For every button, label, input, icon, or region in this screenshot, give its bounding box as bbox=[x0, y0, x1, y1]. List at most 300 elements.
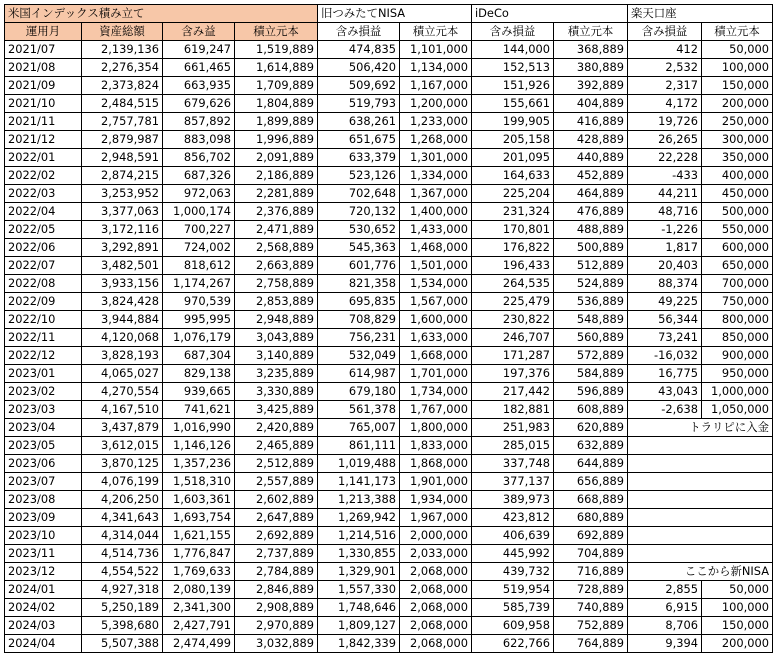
value-cell[interactable]: 389,973 bbox=[472, 491, 554, 509]
value-cell[interactable]: 700,227 bbox=[163, 221, 235, 239]
value-cell[interactable]: 2,276,354 bbox=[82, 59, 163, 77]
value-cell[interactable]: 400,000 bbox=[702, 167, 773, 185]
value-cell[interactable]: 217,442 bbox=[472, 383, 554, 401]
value-cell[interactable]: 428,889 bbox=[554, 131, 628, 149]
value-cell[interactable]: 668,889 bbox=[554, 491, 628, 509]
value-cell[interactable]: 1,557,330 bbox=[318, 581, 400, 599]
value-cell[interactable]: 708,829 bbox=[318, 311, 400, 329]
value-cell[interactable]: 4,514,736 bbox=[82, 545, 163, 563]
value-cell[interactable]: 651,675 bbox=[318, 131, 400, 149]
value-cell[interactable]: 100,000 bbox=[702, 599, 773, 617]
value-cell[interactable]: 1,693,754 bbox=[163, 509, 235, 527]
value-cell[interactable]: 4,270,554 bbox=[82, 383, 163, 401]
value-cell[interactable]: 2,281,889 bbox=[235, 185, 318, 203]
value-cell[interactable]: 2,557,889 bbox=[235, 473, 318, 491]
value-cell[interactable]: 150,000 bbox=[702, 617, 773, 635]
value-cell[interactable]: 1,076,179 bbox=[163, 329, 235, 347]
value-cell[interactable]: 550,000 bbox=[702, 221, 773, 239]
value-cell[interactable]: 1,141,173 bbox=[318, 473, 400, 491]
value-cell[interactable]: 2,000,000 bbox=[400, 527, 472, 545]
header-cell[interactable]: 積立元本 bbox=[554, 23, 628, 41]
value-cell[interactable]: 687,304 bbox=[163, 347, 235, 365]
value-cell[interactable]: 638,261 bbox=[318, 113, 400, 131]
value-cell[interactable]: 2,853,889 bbox=[235, 293, 318, 311]
value-cell[interactable]: 231,324 bbox=[472, 203, 554, 221]
value-cell[interactable]: 1,101,000 bbox=[400, 41, 472, 59]
value-cell[interactable]: 600,000 bbox=[702, 239, 773, 257]
value-cell[interactable]: 4,554,522 bbox=[82, 563, 163, 581]
value-cell[interactable]: 4,927,318 bbox=[82, 581, 163, 599]
value-cell[interactable]: 439,732 bbox=[472, 563, 554, 581]
value-cell[interactable]: 2,068,000 bbox=[400, 599, 472, 617]
value-cell[interactable]: 1,000,174 bbox=[163, 203, 235, 221]
value-cell[interactable]: 3,425,889 bbox=[235, 401, 318, 419]
value-cell[interactable]: 1,804,889 bbox=[235, 95, 318, 113]
month-cell[interactable]: 2024/02 bbox=[5, 599, 82, 617]
value-cell[interactable]: 995,995 bbox=[163, 311, 235, 329]
value-cell[interactable]: 633,379 bbox=[318, 149, 400, 167]
month-cell[interactable]: 2023/11 bbox=[5, 545, 82, 563]
value-cell[interactable]: 1,567,000 bbox=[400, 293, 472, 311]
section-us-index[interactable]: 米国インデックス積み立て bbox=[5, 5, 318, 23]
value-cell[interactable]: 950,000 bbox=[702, 365, 773, 383]
value-cell[interactable]: 170,801 bbox=[472, 221, 554, 239]
value-cell[interactable]: 230,822 bbox=[472, 311, 554, 329]
value-cell[interactable]: 818,612 bbox=[163, 257, 235, 275]
month-cell[interactable]: 2023/06 bbox=[5, 455, 82, 473]
value-cell[interactable]: 44,211 bbox=[628, 185, 702, 203]
value-cell[interactable]: 3,944,884 bbox=[82, 311, 163, 329]
value-cell[interactable]: 19,726 bbox=[628, 113, 702, 131]
value-cell[interactable]: 512,889 bbox=[554, 257, 628, 275]
value-cell[interactable]: 3,235,889 bbox=[235, 365, 318, 383]
value-cell[interactable]: 1,996,889 bbox=[235, 131, 318, 149]
value-cell[interactable]: 406,639 bbox=[472, 527, 554, 545]
header-cell[interactable]: 積立元本 bbox=[400, 23, 472, 41]
value-cell[interactable]: 856,702 bbox=[163, 149, 235, 167]
value-cell[interactable]: 663,935 bbox=[163, 77, 235, 95]
value-cell[interactable]: 199,905 bbox=[472, 113, 554, 131]
value-cell[interactable]: 200,000 bbox=[702, 635, 773, 653]
value-cell[interactable]: 2,737,889 bbox=[235, 545, 318, 563]
value-cell[interactable]: 4,076,199 bbox=[82, 473, 163, 491]
value-cell[interactable]: 2,139,136 bbox=[82, 41, 163, 59]
value-cell[interactable]: 4,172 bbox=[628, 95, 702, 113]
value-cell[interactable]: 251,983 bbox=[472, 419, 554, 437]
month-cell[interactable]: 2023/01 bbox=[5, 365, 82, 383]
value-cell[interactable]: 506,420 bbox=[318, 59, 400, 77]
value-cell[interactable]: 197,376 bbox=[472, 365, 554, 383]
header-cell[interactable]: 含み損益 bbox=[472, 23, 554, 41]
value-cell[interactable]: 1,701,000 bbox=[400, 365, 472, 383]
section-rakuten[interactable]: 楽天口座 bbox=[628, 5, 773, 23]
value-cell[interactable]: 1,357,236 bbox=[163, 455, 235, 473]
value-cell[interactable]: 548,889 bbox=[554, 311, 628, 329]
value-cell[interactable]: 561,378 bbox=[318, 401, 400, 419]
value-cell[interactable]: 50,000 bbox=[702, 41, 773, 59]
value-cell[interactable]: 1,200,000 bbox=[400, 95, 472, 113]
value-cell[interactable]: 750,000 bbox=[702, 293, 773, 311]
value-cell[interactable]: 1,519,889 bbox=[235, 41, 318, 59]
value-cell[interactable]: 2,474,499 bbox=[163, 635, 235, 653]
value-cell[interactable]: 285,015 bbox=[472, 437, 554, 455]
value-cell[interactable]: 3,482,501 bbox=[82, 257, 163, 275]
month-cell[interactable]: 2023/07 bbox=[5, 473, 82, 491]
note-torarabi[interactable]: トラリピに入金 bbox=[628, 419, 773, 437]
value-cell[interactable]: 205,158 bbox=[472, 131, 554, 149]
value-cell[interactable]: 464,889 bbox=[554, 185, 628, 203]
header-cell[interactable]: 含み益 bbox=[163, 23, 235, 41]
month-cell[interactable]: 2021/09 bbox=[5, 77, 82, 95]
value-cell[interactable]: 644,889 bbox=[554, 455, 628, 473]
month-cell[interactable]: 2022/11 bbox=[5, 329, 82, 347]
value-cell[interactable]: 661,465 bbox=[163, 59, 235, 77]
value-cell[interactable]: 1,134,000 bbox=[400, 59, 472, 77]
value-cell[interactable]: 536,889 bbox=[554, 293, 628, 311]
value-cell[interactable]: 50,000 bbox=[702, 581, 773, 599]
value-cell[interactable]: 488,889 bbox=[554, 221, 628, 239]
value-cell[interactable]: 20,403 bbox=[628, 257, 702, 275]
value-cell[interactable]: 2,465,889 bbox=[235, 437, 318, 455]
value-cell[interactable]: 4,314,044 bbox=[82, 527, 163, 545]
month-cell[interactable]: 2022/12 bbox=[5, 347, 82, 365]
value-cell[interactable]: 26,265 bbox=[628, 131, 702, 149]
month-cell[interactable]: 2023/04 bbox=[5, 419, 82, 437]
value-cell[interactable]: 2,908,889 bbox=[235, 599, 318, 617]
month-cell[interactable]: 2022/07 bbox=[5, 257, 82, 275]
value-cell[interactable]: 1,734,000 bbox=[400, 383, 472, 401]
value-cell[interactable]: 680,889 bbox=[554, 509, 628, 527]
value-cell[interactable]: 377,137 bbox=[472, 473, 554, 491]
value-cell[interactable]: 2,948,591 bbox=[82, 149, 163, 167]
month-cell[interactable]: 2022/06 bbox=[5, 239, 82, 257]
value-cell[interactable]: 545,363 bbox=[318, 239, 400, 257]
value-cell[interactable]: 250,000 bbox=[702, 113, 773, 131]
value-cell[interactable]: 1,167,000 bbox=[400, 77, 472, 95]
value-cell[interactable]: 350,000 bbox=[702, 149, 773, 167]
month-cell[interactable]: 2022/05 bbox=[5, 221, 82, 239]
value-cell[interactable]: 1,174,267 bbox=[163, 275, 235, 293]
month-cell[interactable]: 2022/09 bbox=[5, 293, 82, 311]
value-cell[interactable]: 152,513 bbox=[472, 59, 554, 77]
value-cell[interactable]: 2,317 bbox=[628, 77, 702, 95]
value-cell[interactable]: 2,068,000 bbox=[400, 635, 472, 653]
value-cell[interactable]: 939,665 bbox=[163, 383, 235, 401]
value-cell[interactable]: 2,068,000 bbox=[400, 617, 472, 635]
value-cell[interactable]: 1,213,388 bbox=[318, 491, 400, 509]
month-cell[interactable]: 2024/03 bbox=[5, 617, 82, 635]
value-cell[interactable]: 2,970,889 bbox=[235, 617, 318, 635]
value-cell[interactable]: 764,889 bbox=[554, 635, 628, 653]
value-cell[interactable]: 416,889 bbox=[554, 113, 628, 131]
month-cell[interactable]: 2022/08 bbox=[5, 275, 82, 293]
value-cell[interactable]: 3,612,015 bbox=[82, 437, 163, 455]
value-cell[interactable]: 523,126 bbox=[318, 167, 400, 185]
value-cell[interactable]: 584,889 bbox=[554, 365, 628, 383]
value-cell[interactable]: 2,568,889 bbox=[235, 239, 318, 257]
value-cell[interactable]: 821,358 bbox=[318, 275, 400, 293]
month-cell[interactable]: 2024/04 bbox=[5, 635, 82, 653]
value-cell[interactable]: 2,033,000 bbox=[400, 545, 472, 563]
value-cell[interactable]: 632,889 bbox=[554, 437, 628, 455]
month-cell[interactable]: 2022/10 bbox=[5, 311, 82, 329]
value-cell[interactable]: 1,214,516 bbox=[318, 527, 400, 545]
value-cell[interactable]: 972,063 bbox=[163, 185, 235, 203]
value-cell[interactable]: 155,661 bbox=[472, 95, 554, 113]
value-cell[interactable]: 225,204 bbox=[472, 185, 554, 203]
month-cell[interactable]: 2023/10 bbox=[5, 527, 82, 545]
value-cell[interactable]: 3,292,891 bbox=[82, 239, 163, 257]
header-cell[interactable]: 含み損益 bbox=[318, 23, 400, 41]
value-cell[interactable]: 1,301,000 bbox=[400, 149, 472, 167]
value-cell[interactable]: 532,049 bbox=[318, 347, 400, 365]
value-cell[interactable]: 5,398,680 bbox=[82, 617, 163, 635]
value-cell[interactable]: 800,000 bbox=[702, 311, 773, 329]
value-cell[interactable]: 1,899,889 bbox=[235, 113, 318, 131]
value-cell[interactable]: 392,889 bbox=[554, 77, 628, 95]
value-cell[interactable]: 585,739 bbox=[472, 599, 554, 617]
value-cell[interactable]: 716,889 bbox=[554, 563, 628, 581]
value-cell[interactable]: 1,269,942 bbox=[318, 509, 400, 527]
value-cell[interactable]: 524,889 bbox=[554, 275, 628, 293]
value-cell[interactable]: 2,512,889 bbox=[235, 455, 318, 473]
value-cell[interactable]: 1,233,000 bbox=[400, 113, 472, 131]
value-cell[interactable]: 182,881 bbox=[472, 401, 554, 419]
value-cell[interactable]: 196,433 bbox=[472, 257, 554, 275]
month-cell[interactable]: 2021/12 bbox=[5, 131, 82, 149]
value-cell[interactable]: 1,016,990 bbox=[163, 419, 235, 437]
empty-cell[interactable] bbox=[628, 527, 773, 545]
value-cell[interactable]: 1,600,000 bbox=[400, 311, 472, 329]
empty-cell[interactable] bbox=[628, 509, 773, 527]
value-cell[interactable]: 3,828,193 bbox=[82, 347, 163, 365]
value-cell[interactable]: 740,889 bbox=[554, 599, 628, 617]
value-cell[interactable]: 1,146,126 bbox=[163, 437, 235, 455]
value-cell[interactable]: 2,647,889 bbox=[235, 509, 318, 527]
value-cell[interactable]: 1,767,000 bbox=[400, 401, 472, 419]
value-cell[interactable]: 164,633 bbox=[472, 167, 554, 185]
value-cell[interactable]: 5,507,388 bbox=[82, 635, 163, 653]
value-cell[interactable]: 2,186,889 bbox=[235, 167, 318, 185]
value-cell[interactable]: 900,000 bbox=[702, 347, 773, 365]
value-cell[interactable]: 474,835 bbox=[318, 41, 400, 59]
value-cell[interactable]: 2,879,987 bbox=[82, 131, 163, 149]
value-cell[interactable]: 1,518,310 bbox=[163, 473, 235, 491]
value-cell[interactable]: 3,437,879 bbox=[82, 419, 163, 437]
value-cell[interactable]: 572,889 bbox=[554, 347, 628, 365]
value-cell[interactable]: 1,748,646 bbox=[318, 599, 400, 617]
value-cell[interactable]: 100,000 bbox=[702, 59, 773, 77]
value-cell[interactable]: 2,427,791 bbox=[163, 617, 235, 635]
month-cell[interactable]: 2021/08 bbox=[5, 59, 82, 77]
value-cell[interactable]: 200,000 bbox=[702, 95, 773, 113]
value-cell[interactable]: 724,002 bbox=[163, 239, 235, 257]
value-cell[interactable]: 1,367,000 bbox=[400, 185, 472, 203]
value-cell[interactable]: 1,501,000 bbox=[400, 257, 472, 275]
value-cell[interactable]: -1,226 bbox=[628, 221, 702, 239]
value-cell[interactable]: 3,032,889 bbox=[235, 635, 318, 653]
header-cell[interactable]: 運用月 bbox=[5, 23, 82, 41]
value-cell[interactable]: 337,748 bbox=[472, 455, 554, 473]
empty-cell[interactable] bbox=[628, 473, 773, 491]
value-cell[interactable]: 1,330,855 bbox=[318, 545, 400, 563]
value-cell[interactable]: 445,992 bbox=[472, 545, 554, 563]
value-cell[interactable]: 1,000,000 bbox=[702, 383, 773, 401]
value-cell[interactable]: 2,091,889 bbox=[235, 149, 318, 167]
value-cell[interactable]: 620,889 bbox=[554, 419, 628, 437]
value-cell[interactable]: 3,377,063 bbox=[82, 203, 163, 221]
value-cell[interactable]: 560,889 bbox=[554, 329, 628, 347]
value-cell[interactable]: 88,374 bbox=[628, 275, 702, 293]
value-cell[interactable]: 450,000 bbox=[702, 185, 773, 203]
value-cell[interactable]: 1,868,000 bbox=[400, 455, 472, 473]
value-cell[interactable]: 16,775 bbox=[628, 365, 702, 383]
value-cell[interactable]: 679,180 bbox=[318, 383, 400, 401]
value-cell[interactable]: 728,889 bbox=[554, 581, 628, 599]
month-cell[interactable]: 2022/04 bbox=[5, 203, 82, 221]
value-cell[interactable]: 1,329,901 bbox=[318, 563, 400, 581]
value-cell[interactable]: 883,098 bbox=[163, 131, 235, 149]
value-cell[interactable]: 2,471,889 bbox=[235, 221, 318, 239]
empty-cell[interactable] bbox=[628, 437, 773, 455]
value-cell[interactable]: 404,889 bbox=[554, 95, 628, 113]
value-cell[interactable]: 3,140,889 bbox=[235, 347, 318, 365]
value-cell[interactable]: 49,225 bbox=[628, 293, 702, 311]
value-cell[interactable]: 1,842,339 bbox=[318, 635, 400, 653]
value-cell[interactable]: 150,000 bbox=[702, 77, 773, 95]
value-cell[interactable]: 144,000 bbox=[472, 41, 554, 59]
value-cell[interactable]: 687,326 bbox=[163, 167, 235, 185]
value-cell[interactable]: 300,000 bbox=[702, 131, 773, 149]
value-cell[interactable]: 829,138 bbox=[163, 365, 235, 383]
value-cell[interactable]: 201,095 bbox=[472, 149, 554, 167]
value-cell[interactable]: 1,334,000 bbox=[400, 167, 472, 185]
value-cell[interactable]: 500,889 bbox=[554, 239, 628, 257]
month-cell[interactable]: 2022/01 bbox=[5, 149, 82, 167]
value-cell[interactable]: 702,648 bbox=[318, 185, 400, 203]
value-cell[interactable]: 1,614,889 bbox=[235, 59, 318, 77]
header-cell[interactable]: 含み損益 bbox=[628, 23, 702, 41]
value-cell[interactable]: 368,889 bbox=[554, 41, 628, 59]
value-cell[interactable]: 720,132 bbox=[318, 203, 400, 221]
section-ideco[interactable]: iDeCo bbox=[472, 5, 628, 23]
value-cell[interactable]: 850,000 bbox=[702, 329, 773, 347]
month-cell[interactable]: 2021/10 bbox=[5, 95, 82, 113]
value-cell[interactable]: 509,692 bbox=[318, 77, 400, 95]
value-cell[interactable]: 2,080,139 bbox=[163, 581, 235, 599]
value-cell[interactable]: 1,709,889 bbox=[235, 77, 318, 95]
value-cell[interactable]: 440,889 bbox=[554, 149, 628, 167]
value-cell[interactable]: 2,663,889 bbox=[235, 257, 318, 275]
value-cell[interactable]: 3,172,116 bbox=[82, 221, 163, 239]
value-cell[interactable]: 2,068,000 bbox=[400, 581, 472, 599]
value-cell[interactable]: 1,621,155 bbox=[163, 527, 235, 545]
value-cell[interactable]: 970,539 bbox=[163, 293, 235, 311]
value-cell[interactable]: 2,855 bbox=[628, 581, 702, 599]
value-cell[interactable]: 656,889 bbox=[554, 473, 628, 491]
value-cell[interactable]: 2,376,889 bbox=[235, 203, 318, 221]
value-cell[interactable]: 3,330,889 bbox=[235, 383, 318, 401]
value-cell[interactable]: 1,400,000 bbox=[400, 203, 472, 221]
value-cell[interactable]: 423,812 bbox=[472, 509, 554, 527]
header-cell[interactable]: 資産総額 bbox=[82, 23, 163, 41]
value-cell[interactable]: 752,889 bbox=[554, 617, 628, 635]
value-cell[interactable]: 452,889 bbox=[554, 167, 628, 185]
value-cell[interactable]: 246,707 bbox=[472, 329, 554, 347]
value-cell[interactable]: 1,433,000 bbox=[400, 221, 472, 239]
value-cell[interactable]: 476,889 bbox=[554, 203, 628, 221]
section-old-nisa[interactable]: 旧つみたてNISA bbox=[318, 5, 472, 23]
value-cell[interactable]: 3,933,156 bbox=[82, 275, 163, 293]
value-cell[interactable]: 1,019,488 bbox=[318, 455, 400, 473]
value-cell[interactable]: 695,835 bbox=[318, 293, 400, 311]
value-cell[interactable]: 1,817 bbox=[628, 239, 702, 257]
value-cell[interactable]: 596,889 bbox=[554, 383, 628, 401]
value-cell[interactable]: 692,889 bbox=[554, 527, 628, 545]
value-cell[interactable]: 2,948,889 bbox=[235, 311, 318, 329]
month-cell[interactable]: 2023/09 bbox=[5, 509, 82, 527]
value-cell[interactable]: -16,032 bbox=[628, 347, 702, 365]
value-cell[interactable]: 1,809,127 bbox=[318, 617, 400, 635]
value-cell[interactable]: 1,800,000 bbox=[400, 419, 472, 437]
month-cell[interactable]: 2023/08 bbox=[5, 491, 82, 509]
value-cell[interactable]: 601,776 bbox=[318, 257, 400, 275]
value-cell[interactable]: 614,987 bbox=[318, 365, 400, 383]
month-cell[interactable]: 2023/12 bbox=[5, 563, 82, 581]
month-cell[interactable]: 2024/01 bbox=[5, 581, 82, 599]
month-cell[interactable]: 2022/02 bbox=[5, 167, 82, 185]
value-cell[interactable]: 73,241 bbox=[628, 329, 702, 347]
value-cell[interactable]: 6,915 bbox=[628, 599, 702, 617]
value-cell[interactable]: 2,373,824 bbox=[82, 77, 163, 95]
value-cell[interactable]: 8,706 bbox=[628, 617, 702, 635]
month-cell[interactable]: 2021/07 bbox=[5, 41, 82, 59]
value-cell[interactable]: 500,000 bbox=[702, 203, 773, 221]
value-cell[interactable]: 679,626 bbox=[163, 95, 235, 113]
value-cell[interactable]: 3,253,952 bbox=[82, 185, 163, 203]
value-cell[interactable]: 151,926 bbox=[472, 77, 554, 95]
value-cell[interactable]: 1,776,847 bbox=[163, 545, 235, 563]
value-cell[interactable]: 4,065,027 bbox=[82, 365, 163, 383]
value-cell[interactable]: 2,757,781 bbox=[82, 113, 163, 131]
value-cell[interactable]: 176,822 bbox=[472, 239, 554, 257]
value-cell[interactable]: 1,833,000 bbox=[400, 437, 472, 455]
value-cell[interactable]: 609,958 bbox=[472, 617, 554, 635]
value-cell[interactable]: 619,247 bbox=[163, 41, 235, 59]
value-cell[interactable]: 2,484,515 bbox=[82, 95, 163, 113]
value-cell[interactable]: -433 bbox=[628, 167, 702, 185]
value-cell[interactable]: 2,692,889 bbox=[235, 527, 318, 545]
value-cell[interactable]: 2,758,889 bbox=[235, 275, 318, 293]
note-new-nisa[interactable]: ここから新NISA bbox=[628, 563, 773, 581]
month-cell[interactable]: 2022/03 bbox=[5, 185, 82, 203]
value-cell[interactable]: 4,167,510 bbox=[82, 401, 163, 419]
value-cell[interactable]: 48,716 bbox=[628, 203, 702, 221]
value-cell[interactable]: 1,901,000 bbox=[400, 473, 472, 491]
value-cell[interactable]: 1,934,000 bbox=[400, 491, 472, 509]
value-cell[interactable]: 765,007 bbox=[318, 419, 400, 437]
value-cell[interactable]: 741,621 bbox=[163, 401, 235, 419]
value-cell[interactable]: 2,784,889 bbox=[235, 563, 318, 581]
value-cell[interactable]: 4,206,250 bbox=[82, 491, 163, 509]
value-cell[interactable]: 56,344 bbox=[628, 311, 702, 329]
month-cell[interactable]: 2023/02 bbox=[5, 383, 82, 401]
header-cell[interactable]: 積立元本 bbox=[235, 23, 318, 41]
value-cell[interactable]: 22,228 bbox=[628, 149, 702, 167]
value-cell[interactable]: 2,341,300 bbox=[163, 599, 235, 617]
empty-cell[interactable] bbox=[628, 455, 773, 473]
value-cell[interactable]: 4,120,068 bbox=[82, 329, 163, 347]
